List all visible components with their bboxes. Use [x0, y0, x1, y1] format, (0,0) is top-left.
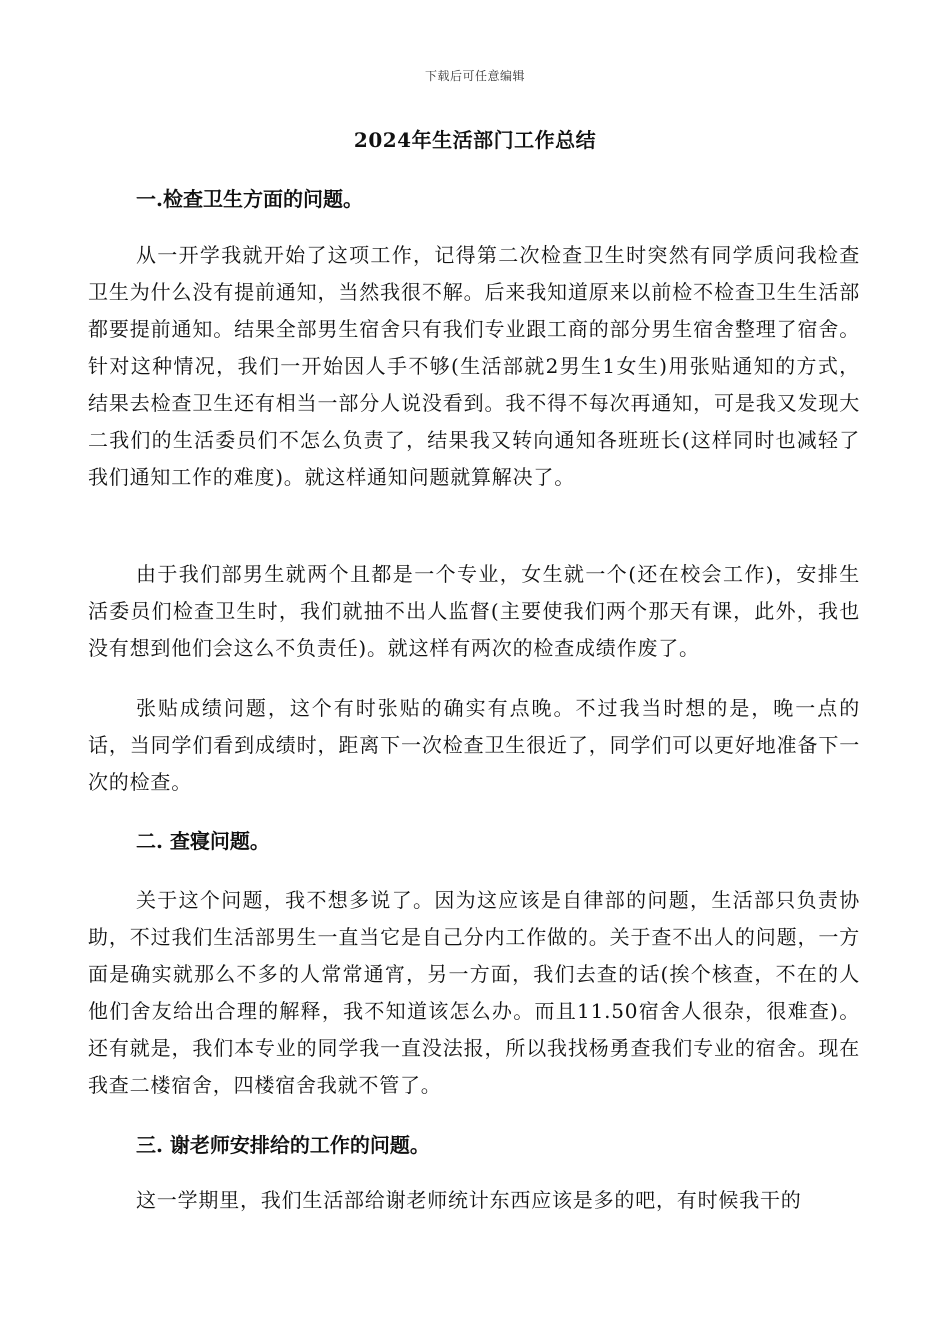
section-3-paragraph-1: 这一学期里，我们生活部给谢老师统计东西应该是多的吧，有时候我干的 [136, 1188, 802, 1212]
header-note: 下载后可任意编辑 [424, 69, 525, 83]
section-heading-3: 三. 谢老师安排给的工作的问题。 [136, 1133, 430, 1157]
section-2-paragraph-1: 关于这个问题，我不想多说了。因为这应该是自律部的问题，生活部只负责协助，不过我们生活部男生一直当它是自己分内工作做的。关于查不出人的问题，一方面是确实就那么不多的人常常通宵，另一方面，我们去查的话(挨个核查，不在的人他们舍友给出合理的解释，我不知道该怎么办。而且11.50宿舍人很杂，很难查)。还有就是，我们本专业的同学我一直没法报，所以我找杨勇查我们专业的宿舍。现在我查二楼宿舍，四楼宿舍我就不管了。 [88, 888, 860, 1097]
section-heading-1: 一.检查卫生方面的问题。 [136, 187, 363, 211]
section-1-paragraph-1: 从一开学我就开始了这项工作，记得第二次检查卫生时突然有同学质问我检查卫生为什么没有提前通知，当然我很不解。后来我知道原来以前检不检查卫生生活部都要提前通知。结果全部男生宿舍只有我们专业跟工商的部分男生宿舍整理了宿舍。针对这种情况，我们一开始因人手不够(生活部就2男生1女生)用张贴通知的方式，结果去检查卫生还有相当一部分人说没看到。我不得不每次再通知，可是我又发现大二我们的生活委员们不怎么负责了，结果我又转向通知各班班长(这样同时也减轻了我们通知工作的难度)。就这样通知问题就算解决了。 [88, 243, 860, 489]
document-title: 2024年生活部门工作总结 [353, 128, 597, 152]
section-1-paragraph-2: 由于我们部男生就两个且都是一个专业，女生就一个(还在校会工作)，安排生活委员们检查卫生时，我们就抽不出人监督(主要使我们两个那天有课，此外，我也没有想到他们会这么不负责任)。就这样有两次的检查成绩作废了。 [88, 562, 860, 660]
section-1-paragraph-3: 张贴成绩问题，这个有时张贴的确实有点晚。不过我当时想的是，晚一点的话，当同学们看到成绩时，距离下一次检查卫生很近了，同学们可以更好地准备下一次的检查。 [88, 696, 860, 794]
section-heading-2: 二. 查寝问题。 [136, 829, 270, 853]
